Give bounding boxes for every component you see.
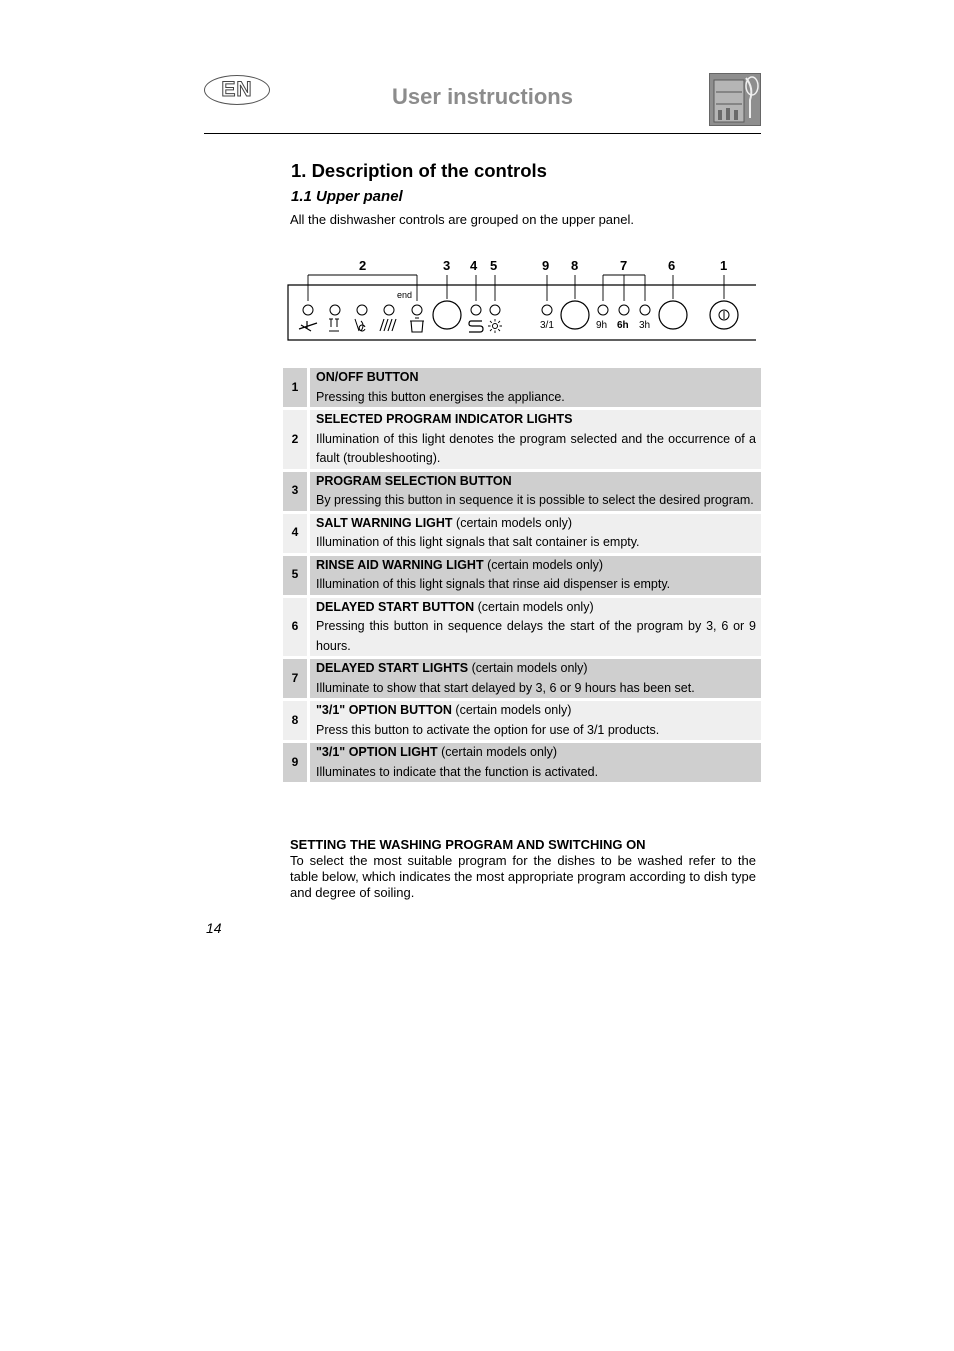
panel-number-1: 1: [720, 258, 728, 273]
control-heading-line: [316, 368, 756, 388]
control-description: Illumination of this light signals that salt container is empty.: [316, 535, 640, 549]
panel-number-6: 6: [668, 258, 676, 273]
control-heading-line: [316, 556, 756, 576]
table-row: [283, 514, 761, 553]
panel-number-7: 7: [620, 258, 628, 273]
row-number: 4: [283, 514, 310, 553]
table-row: [283, 659, 761, 698]
panel-number-4: 4: [470, 258, 478, 273]
control-description: Pressing this button in sequence delays the start of the program by 3, 6 or 9 hours.: [316, 619, 756, 653]
control-title: SELECTED PROGRAM INDICATOR LIGHTS: [316, 412, 573, 426]
control-heading-line: [316, 514, 756, 534]
control-heading-line: [316, 472, 756, 492]
upper-panel-diagram: [287, 255, 757, 345]
panel-number-5: 5: [490, 258, 498, 273]
row-number: 8: [283, 701, 310, 740]
row-content: [310, 659, 761, 698]
language-code: EN: [221, 78, 253, 101]
row-number: 1: [283, 368, 310, 407]
control-title: ON/OFF BUTTON: [316, 370, 419, 384]
control-title: SALT WARNING LIGHT: [316, 515, 453, 530]
control-title: "3/1" OPTION LIGHT: [316, 745, 438, 759]
table-row: [283, 598, 761, 657]
table-row: [283, 368, 761, 407]
panel-number-8: 8: [571, 258, 579, 273]
dishwasher-photo-icon: [709, 73, 761, 126]
control-note: (certain models only): [452, 515, 573, 530]
row-content: [310, 410, 761, 469]
control-title: DELAYED START LIGHTS: [316, 661, 469, 675]
control-title: PROGRAM SELECTION BUTTON: [316, 473, 512, 488]
table-row: [283, 410, 761, 469]
setting-body: To select the most suitable program for the dishes to be washed refer to the table below, which indicates the most appropriate program according to dish type and degree of soiling.: [290, 853, 756, 900]
table-row: [283, 743, 761, 782]
delay-label-6h: 6h: [617, 320, 629, 331]
control-note: (certain models only): [483, 557, 604, 572]
panel-number-3: 3: [443, 258, 451, 273]
row-number: 6: [283, 598, 310, 657]
row-content: [310, 701, 761, 740]
control-note: (certain models only): [474, 599, 594, 614]
control-heading-line: [316, 701, 756, 721]
setting-heading: SETTING THE WASHING PROGRAM AND SWITCHING ON: [290, 837, 646, 852]
language-badge: [204, 75, 270, 105]
table-row: [283, 701, 761, 740]
control-title: DELAYED START BUTTON: [316, 599, 475, 614]
controls-table: [283, 365, 761, 785]
row-content: [310, 743, 761, 782]
control-heading-line: [316, 743, 756, 763]
control-heading-line: [316, 598, 756, 618]
control-note: (certain models only): [437, 745, 558, 759]
control-description: Illumination of this light denotes the program selected and the occurrence of a fault (troubleshooting).: [316, 431, 756, 465]
row-content: [310, 472, 761, 511]
row-content: [310, 598, 761, 657]
control-note: (certain models only): [451, 703, 572, 717]
panel-drawing: [287, 255, 757, 345]
control-heading-line: [316, 410, 756, 430]
row-number: 7: [283, 659, 310, 698]
row-number: 9: [283, 743, 310, 782]
control-description: Press this button to activate the option for use of 3/1 products.: [316, 722, 660, 737]
row-number: 2: [283, 410, 310, 469]
control-note: (certain models only): [468, 661, 588, 675]
delay-label-9h: 9h: [596, 320, 608, 331]
row-content: [310, 514, 761, 553]
end-label: end: [397, 290, 413, 300]
row-content: [310, 556, 761, 595]
control-description: By pressing this button in sequence it is possible to select the desired program.: [316, 493, 754, 507]
panel-number-9: 9: [542, 258, 550, 273]
control-description: Pressing this button energises the appliance.: [316, 389, 565, 404]
control-title: "3/1" OPTION BUTTON: [316, 703, 452, 717]
row-number: 3: [283, 472, 310, 511]
intro-text: All the dishwasher controls are grouped on the upper panel.: [290, 212, 634, 227]
panel-number-2: 2: [359, 258, 367, 273]
control-description: Illumination of this light signals that rinse aid dispenser is empty.: [316, 577, 671, 591]
section-heading: 1. Description of the controls: [291, 160, 547, 181]
delay-label-3h: 3h: [639, 320, 651, 331]
control-title: RINSE AID WARNING LIGHT: [316, 557, 484, 572]
table-row: [283, 472, 761, 511]
header-divider: [204, 133, 761, 134]
table-row: [283, 556, 761, 595]
control-description: Illuminates to indicate that the function is activated.: [316, 764, 599, 779]
option-label: 3/1: [540, 320, 554, 331]
section-subheading: 1.1 Upper panel: [291, 188, 403, 205]
control-description: Illuminate to show that start delayed by 3, 6 or 9 hours has been set.: [316, 680, 695, 695]
row-number: 5: [283, 556, 310, 595]
row-content: [310, 368, 761, 407]
control-heading-line: [316, 659, 756, 679]
page-title: User instructions: [392, 84, 573, 109]
page-number: 14: [206, 920, 222, 936]
